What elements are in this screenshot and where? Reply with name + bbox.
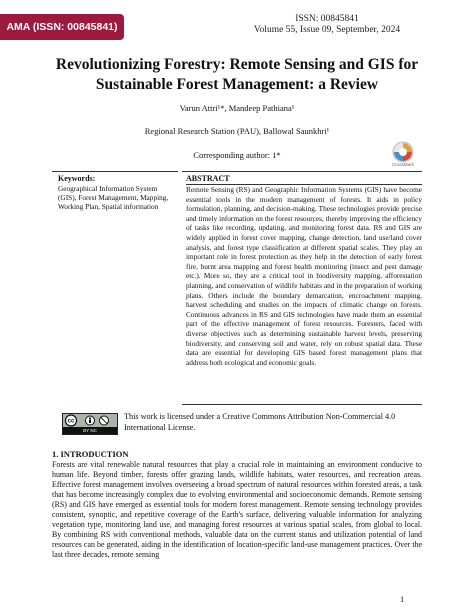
- crossmark-icon[interactable]: [390, 140, 416, 164]
- keywords-rule: [52, 171, 178, 172]
- license-text: This work is licensed under a Creative Commons Attribution Non-Commercial 4.0 International License.: [124, 412, 396, 432]
- authors: Varun Attri¹*, Mandeep Pathiana¹: [179, 103, 295, 113]
- abstract-bottom-rule: [182, 404, 422, 405]
- abstract-heading: ABSTRACT: [186, 174, 422, 185]
- journal-badge: AMA (ISSN: 00845841): [0, 14, 124, 40]
- abstract-rule: [182, 171, 422, 172]
- page-number: 1: [400, 594, 405, 604]
- journal-header: [240, 14, 414, 36]
- issn-text: ISSN: 00845841: [295, 14, 359, 24]
- paper-title: Revolutionizing Forestry: Remote Sensing and GIS for Sustainable Forest Management: a Review: [55, 56, 419, 93]
- introduction-text: Forests are vital renewable natural resources that play a crucial role in maintaining an environment conducive to human life. Beyond timber, forests offer grazing lands, wildlife habitats, water resources, and recreation areas. Effective forest management involves overseeing a broad spectrum of natural resources within forested areas, a task that has become increasingly complex due to evolving environmental and socioeconomic demands. Remote sensing (RS) and GIS have emerged as essential tools for modern forest management. Remote sensing technology provides consistent, synoptic, and repetitive coverage of the Earth's surface, delivering valuable information for analyzing vegetation type, monitoring land use, and managing forest resources at various spatial scales, from global to local. By combining RS with conventional methods, valuable data on the current status and utilization potential of land resources can be generated, aiding in the identification of location-specific land-use management practices. Over the last three decades, remote sensing: [52, 460, 422, 559]
- affiliation: Regional Research Station (PAU), Ballowal Saunkhri¹: [144, 126, 330, 136]
- corresponding-author: Corresponding author: 1*: [193, 150, 281, 160]
- keywords-heading: Keywords:: [58, 174, 96, 183]
- introduction-heading: 1. INTRODUCTION: [52, 449, 129, 459]
- volume-text: Volume 55, Issue 09, September, 2024: [253, 25, 401, 35]
- abstract-text: Remote Sensing (RS) and Geographic Information Systems (GIS) have become essential tools in the modern management of forests. It aids in policy formulation, planning, and decision-making. These technologies provide precise and timely information on the forest resources, thereby improving the efficiency of tasks like recording, updating, and monitoring forest data. RS and GIS are widely applied in forest cover mapping, change detection, land use/land cover analysis, and forest type classification at different spatial scales. They play an important role in forest protection as they help in the detection of early forest fire, burnt area mapping and forest health monitoring (insect and pest damage etc.). More so, they are a critical tool in biodiversity mapping, afforestation planning, and conservation of wildlife habitats and in the preparation of working plans. Others include the boundary demarcation, encroachment mapping, harvest scheduling and studies on the impacts of climatic change on forests. Continuous advances in RS and GIS technologies have made them an essential part of the effective management of forest resources. Foresters, faced with diverse objectives such as determining sustainable harvest levels, preserving biodiversity, and conserving soil and water, rely on robust spatial data. These data are essential for developing GIS based forest management plans that address both ecological and economic goals.: [186, 185, 422, 367]
- cc-license-terms: BY NC: [63, 427, 117, 434]
- cc-license-badge[interactable]: [62, 413, 118, 435]
- keywords-text: Geographical Information System (GIS), Forest Management, Mapping, Working Plan, Spatial information: [58, 184, 169, 212]
- crossmark-label: CrossMark: [392, 162, 414, 167]
- cc-icon: [63, 414, 117, 427]
- cc-icon-text: cc: [67, 418, 75, 425]
